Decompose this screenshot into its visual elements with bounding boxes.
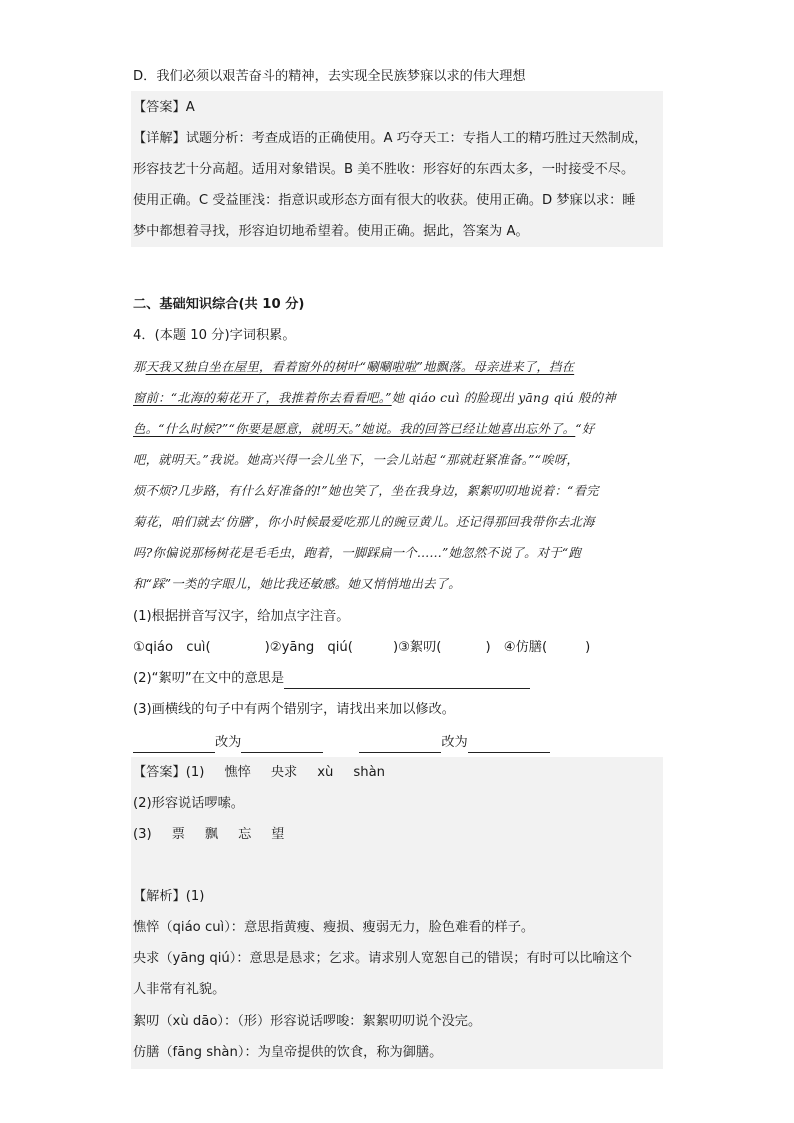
passage-line: 吧，就明天。”我说。她高兴得一会儿坐下，一会儿站起 “那就赶紧准备。”“唉呀，: [133, 452, 579, 467]
analysis-heading: 【解析】(1): [133, 889, 205, 904]
correction-row: 改为 改为: [133, 734, 550, 753]
answer-2: (2)形容说话啰嗦。: [133, 796, 244, 811]
sub-question-2: (2)“絮叨”在文中的意思是: [133, 670, 530, 689]
analysis-line: 憔悴（qiáo cuì）：意思指黄瘦、瘦损、瘦弱无力，脸色难看的样子。: [133, 920, 535, 935]
passage-line: 菊花，咱们就去‘仿膳’，你小时候最爱吃那儿的豌豆黄儿。还记得那回我带你去北海: [133, 514, 595, 529]
answer-blank[interactable]: [359, 734, 441, 753]
answer-blank[interactable]: [241, 734, 323, 753]
passage-line: 那天我又独自坐在屋里，看着窗外的树叶“唰唰啦啦”地飘落。母亲进来了，挡在: [133, 359, 575, 374]
analysis-line: 人非常有礼貌。: [133, 982, 226, 997]
answer-1: 【答案】(1) 憔悴 央求 xù shàn: [133, 765, 386, 780]
answer-blank[interactable]: [284, 670, 530, 689]
q3-answer: 【答案】A: [133, 100, 195, 115]
passage-line: 和“踩”一类的字眼儿，她比我还敏感。她又悄悄地出去了。: [133, 576, 461, 591]
analysis-line: 絮叨（xù dāo）：（形）形容说话啰唆：絮絮叨叨说个没完。: [133, 1014, 482, 1029]
q3-option-d: D．我们必须以艰苦奋斗的精神，去实现全民族梦寐以求的伟大理想: [133, 69, 526, 84]
q3-detail-line: 使用正确。C 受益匪浅：指意识或形态方面有很大的收获。使用正确。D 梦寐以求：睡: [133, 193, 636, 208]
sub-question-3: (3)画横线的句子中有两个错别字，请找出来加以修改。: [133, 702, 455, 717]
analysis-line: 央求（yāng qiú）：意思是恳求；乞求。请求别人宽恕自己的错误；有时可以比喻这个: [133, 951, 632, 966]
answer-blank[interactable]: [468, 734, 550, 753]
passage-line: 窗前：“北海的菊花开了，我推着你去看看吧。”她 qiáo cuì 的脸现出 yāng qiú 般的神: [133, 390, 616, 405]
passage-line: 色。“什么时候?”“你要是愿意，就明天。”她说。我的回答已经让她喜出忘外了。“好: [133, 421, 595, 436]
passage-line: 烦不烦?几步路，有什么好准备的!”她也笑了，坐在我身边，絮絮叨叨地说着：“看完: [133, 483, 599, 498]
passage-line: 吗?你偏说那杨树花是毛毛虫，跑着，一脚踩扁一个……”她忽然不说了。对于“跑: [133, 545, 581, 560]
q3-detail-line: 梦中都想着寻找，形容迫切地希望着。使用正确。据此，答案为 A。: [133, 224, 529, 239]
sub-question-1-items: ①qiáo cuì( )②yāng qiú( )③絮叨( ) ④仿膳( ): [133, 640, 591, 655]
answer-3: (3) 票 飘 忘 望: [133, 827, 285, 842]
analysis-line: 仿膳（fāng shàn）：为皇帝提供的饮食，称为御膳。: [133, 1045, 443, 1060]
q4-stem: 4．(本题 10 分)字词积累。: [133, 328, 296, 343]
q3-detail-line: 形容技艺十分高超。适用对象错误。B 美不胜收：形容好的东西太多，一时接受不尽。: [133, 162, 635, 177]
section-title: 二、基础知识综合(共 10 分): [133, 297, 305, 312]
answer-blank[interactable]: [133, 734, 215, 753]
sub-question-1: (1)根据拼音写汉字，给加点字注音。: [133, 609, 350, 624]
q3-detail-line: 【详解】试题分析：考查成语的正确使用。A 巧夺天工：专指人工的精巧胜过天然制成，: [133, 131, 648, 146]
